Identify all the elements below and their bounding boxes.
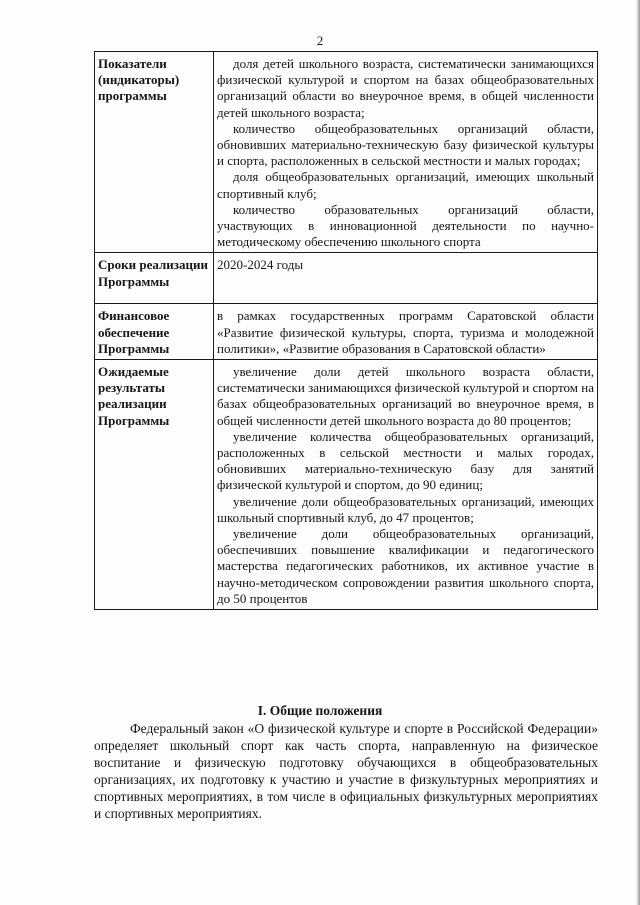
table-row-financing [95,304,598,360]
result-item: увеличение доли общеобразовательных организаций, имеющих школьный спортивный клуб, до 47 процентов; [217,493,594,525]
results-label: Ожидаемые результаты реализации Программы [95,360,214,610]
terms-value [214,253,598,304]
indicators-label: Показатели (индикаторы) программы [95,52,214,253]
table-row-results [95,360,598,610]
table-row-indicators [95,52,598,253]
indicator-item: количество образовательных организаций области, участвующих в инновационной деятельности по научно-методическому обеспечению школьного спорта [217,201,594,250]
terms-label: Сроки реализации Программы [95,253,214,304]
indicator-item: доля детей школьного возраста, систематически занимающихся физической культурой и спортом на базах общеобразовательных организаций области во внеурочное время, в общей численности детей школьного возраста; [217,56,594,120]
indicators-value [214,52,598,253]
page-number: 2 [316,33,324,48]
scan-edge-shadow [636,0,640,905]
result-item: увеличение количества общеобразовательных организаций, расположенных в сельской местности и малых городах, обновивших материально-техническую базу для занятий физической культурой и спортом, до 90 единиц; [217,428,594,493]
terms-text: 2020-2024 годы [217,257,304,273]
financing-value [214,304,598,360]
section-title: I. Общие положения [257,703,383,718]
result-item: увеличение доли детей школьного возраста области, систематически занимающихся физической культурой и спортом на базах общеобразовательных организаций во внеурочное время, в общей численности детей школьного возраста до 80 процентов; [217,364,594,428]
indicator-item: доля общеобразовательных организаций, имеющих школьный спортивный клуб; [217,169,594,201]
financing-text: в рамках государственных программ Саратовской области «Развитие физической культуры, спорта, туризма и молодежной политики», «Развитие образования в Саратовской области» [217,308,594,356]
results-value [214,360,598,610]
indicator-item: количество общеобразовательных организаций области, обновивших материально-техническую базу физической культуры и спорта, расположенных в сельской местности и малых городах; [217,120,594,169]
financing-label: Финансовое обеспечение Программы [95,304,214,360]
program-passport-table [94,51,598,610]
result-item: увеличение доли общеобразовательных организаций, обеспечивших повышение квалификации и педагогического мастерства педагогических работников, их активное участие в научно-методическом сопровождении развития школьного спорта, до 50 процентов [217,526,594,606]
table-row-terms [95,253,598,304]
section-paragraph: Федеральный закон «О физической культуре и спорте в Российской Федерации» определяет школьный спорт как часть спорта, направленную на физическое воспитание и физическую подготовку обучающихся в общеобразовательных организациях, их подготовку к участию и участие в физкультурных мероприятиях и спортивных мероприятиях, в том числе в официальных физкультурных мероприятиях и спортивных мероприятиях. [94,721,598,821]
